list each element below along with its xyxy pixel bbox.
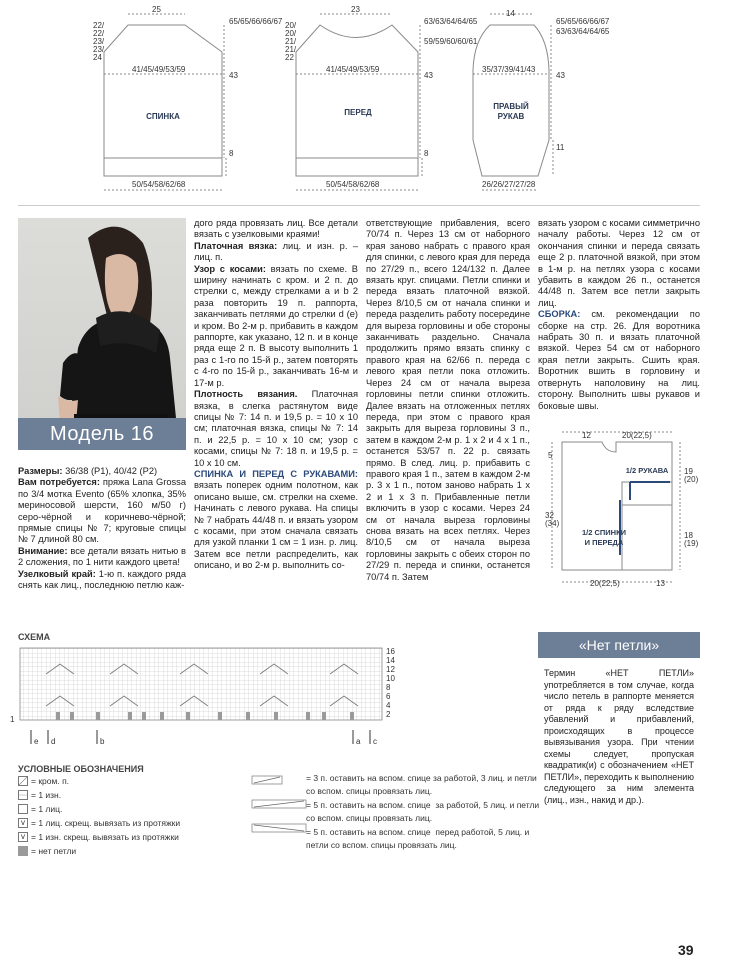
assembly-text: см. рекомендации по сборке на стр. 26. Для воротника набрать 30 п. и вязать платочной вязкой. Через 54 см от наборного края петли закрыть. Сшить края. Воротник вшить в горловину и отвернуть наполовину на лиц. сторону. Выполнить швы рукавов и боковые швы.	[538, 309, 700, 411]
back-shoulder-left: 22/ 22/ 23/ 23/ 24	[93, 21, 105, 62]
body-section-label: СПИНКА И ПЕРЕД С РУКАВАМИ:	[194, 468, 358, 479]
model-photo	[18, 218, 186, 450]
arrow-a-label: a	[356, 737, 361, 746]
sleeve-height: 43	[556, 71, 565, 80]
model-illustration	[18, 218, 186, 450]
cable-text: вязать по схеме. В ширину начинать с кром. и 2 п. до стрелки c, между стрелками a и b 2 раза повторить 19 п. раппорта, заканчивать петлями до стрелки d (e) и кром. Во 2-м р. прибавить в каждом раппорте, как указано, 12 п. и в конце ряда еще 2 п. В высоту выполнить 1 раз с 1-го по 15-й р., затем повторять с 4-го по 15-й р., заканчивать 16-м и 17-м р.	[194, 263, 358, 388]
back-rib-height: 8	[229, 149, 234, 158]
layout-right-bottom: 18 (19)	[684, 531, 699, 548]
edge-text: 1-ю п. каждого ряда снять как лиц., последнюю петлю каж-	[18, 568, 186, 591]
text-column-1	[18, 466, 186, 591]
layout-right-top: 19 (20)	[684, 467, 699, 484]
model-caption: Модель 16	[18, 418, 186, 450]
assembly-layout-diagram	[540, 420, 700, 590]
density-text: Платочная вязка, в слегка растянутом виде спицы № 7: 14 п. и 19,5 р. = 10 х 10 см; платочная вязка, спицы № 7: 14 п. и 22,5 р. = 10 х 10 см; узор с косами, спицы № 7: 18 п. и 19,5 р. = 10 х 10 см.	[194, 389, 358, 468]
sleeve-top-width: 14	[506, 9, 515, 18]
twisted-purl-symbol: v	[18, 832, 28, 842]
front-top-width: 23	[351, 5, 360, 14]
cable-label: Узор с косами:	[194, 263, 266, 274]
body-section-text: вязать поперек одним полотном, как описано выше, см. стрелки на схеме. Начинать с левого рукава. На спицы № 7 набрать 44/48 п. и вязать узором с косами, при этом сначала связать для узкой планки 1 см = 1 изн. р. лиц. Затем все петли распределить, как описано, и во 2-м р. выполнить со-	[194, 480, 358, 571]
front-piece-name: ПЕРЕД	[344, 108, 372, 117]
arrow-e-label: e	[34, 737, 39, 746]
sleeve-shoulder-right-2: 63/63/64/64/65	[556, 27, 610, 36]
col2-intro: дого ряда провязать лиц. Все детали вязать с узелковыми краями!	[194, 218, 358, 240]
arrow-b-label: b	[100, 737, 105, 746]
layout-top-right: 20(22,5)	[622, 431, 652, 440]
schema-row-14: 14	[386, 656, 395, 665]
legend-twisted-knit	[18, 818, 180, 828]
materials-text: пряжа Lana Grossa по 3/4 мотка Evento (65% хлопка, 35% мериносовой шерсти, 160 м/50 г) серо-чёрной и коричнево-чёрной; прямые спицы № 7; круговые спицы № 7 длиной 80 см.	[18, 477, 187, 545]
back-bottom-width: 50/54/58/62/68	[132, 180, 186, 189]
schema-row-16: 16	[386, 647, 395, 656]
front-shoulder-right-2: 59/59/60/60/61	[424, 37, 478, 46]
col4-text: вязать узором с косами симметрично началу работы. Через 12 см от окончания спинки и переда связать еще 2 р. платочной вязкой, при этом в 1-м р. на петлях узора с косами убавить в каждом 26 п., останется 44/48 п. Затем все петли закрыть лиц.	[538, 218, 700, 308]
legend-purl	[18, 790, 61, 800]
sizes-label: Размеры:	[18, 466, 63, 476]
edge-label: Узелковый край:	[18, 568, 96, 579]
no-stitch-symbol	[18, 846, 28, 856]
schema-row-6: 6	[386, 692, 391, 701]
layout-sleeve-label: 1/2 РУКАВА	[625, 466, 669, 475]
schema-row-12: 12	[386, 665, 395, 674]
cable-symbols	[250, 772, 310, 842]
layout-body-label: 1/2 СПИНКИ И ПЕРЕДА	[581, 528, 627, 547]
arrow-c-label: c	[373, 737, 377, 746]
front-rib-height: 8	[424, 149, 429, 158]
legend-text-no-stitch: = нет петли	[31, 846, 77, 856]
attention-text: все детали вязать нитью в 2 сложения, по 1 нити каждого цвета!	[18, 545, 186, 568]
legend-knit	[18, 804, 62, 814]
back-piece-name: СПИНКА	[146, 112, 180, 121]
front-height: 43	[424, 71, 433, 80]
sleeve-shoulder-right-1: 65/65/66/66/67	[556, 17, 610, 26]
garter-label: Платочная вязка:	[194, 240, 278, 251]
col3-text: ответствующие прибавления, всего 70/74 п. Через 13 см от наборного края заново набрать с правого края для спинки, с левого края для переда по 27/29 п., всего 124/132 п. Далее вязать круг. спицами. Петли спинки и переда вязать платочной вязкой. Через 8/10,5 см от начала спинки и переда разделить работу посередине для выреза горловины и обе стороны заканчивать раздельно. Сначала продолжить прямо вязать спинку с правого края на 62/66 п. переда с левого края петли пока отложить. Через 24 см от начала выреза горловины петли спинки отложить. Далее вязать на отложенных петлях переда, при этом с правого края закрыть для выреза горловины 3 п., затем в каждом 2-м р. 1 х 2 и 4 х 1 п., останется 53/57 п. 22 р. связать прямо. В след. лиц. р. прибавить с правого края 1 п., затем в каждом 2-м р. 3 х 1 п., потом заново набрать 1 х 2 и 1 х 3 п. Прибавленные петли включить в узор с косами. Через 24 см от начала выреза горловины снова вязать на всех петлях. Через 8/10,5 см от начала выреза горловины закрыть с обеих сторон по 27/29 п. переда и спинки, останется 70/74 п. Затем	[366, 218, 530, 582]
twisted-knit-symbol: v	[18, 818, 28, 828]
legend-text-twisted-knit: = 1 лиц. скрещ. вывязать из протяжки	[31, 818, 181, 828]
attention-label: Внимание:	[18, 545, 68, 556]
purl-symbol	[18, 790, 28, 800]
knitting-chart	[10, 644, 390, 749]
sleeve-mid-width: 35/37/39/41/43	[482, 65, 536, 74]
garter-text: лиц. и изн. р. – лиц. п.	[194, 240, 358, 263]
front-shoulder-right-1: 63/63/64/64/65	[424, 17, 478, 26]
schema-row-8: 8	[386, 683, 391, 692]
legend-text-purl: = 1 изн.	[31, 790, 62, 800]
density-label: Плотность вязания.	[194, 389, 298, 400]
front-bottom-width: 50/54/58/62/68	[326, 180, 380, 189]
sizes-text: 36/38 (P1), 40/42 (P2)	[62, 466, 158, 476]
sidebar-title: «Нет петли»	[538, 632, 700, 658]
cable-5-back-text: = 5 п. оставить на вспом. спице за работой, 5 лиц. и петли со вспом. спицы провязать лиц.	[306, 800, 540, 823]
legend-title: УСЛОВНЫЕ ОБОЗНАЧЕНИЯ	[18, 764, 144, 774]
layout-bottom-left: 20(22,5)	[590, 579, 620, 588]
section-divider	[18, 205, 700, 206]
sleeve-piece-name: ПРАВЫЙ РУКАВ	[493, 102, 529, 121]
back-shoulder-right: 65/65/66/66/67	[229, 17, 283, 26]
text-column-2	[194, 218, 358, 572]
sidebar-text: Термин «НЕТ ПЕТЛИ» употребляется в том случае, когда число петель в раппорте меняется от ряда к ряду вследствие убавлений и прибавлений, происходящих в процессе вывязывания узора. При чтении схемы следует, пропуская квадратик(и) с обозначением «НЕТ ПЕТЛИ», переходить к выполнению следующего за ним элемента (лиц., изн., накид и др.).	[544, 668, 694, 805]
legend-twisted-purl	[18, 832, 179, 842]
materials-label: Вам потребуется:	[18, 477, 100, 488]
layout-left-height: 32 (34)	[545, 511, 560, 528]
text-column-3	[366, 218, 530, 583]
front-mid-width: 41/45/49/53/59	[326, 65, 380, 74]
schema-title: СХЕМА	[18, 632, 51, 642]
back-schematic	[104, 14, 226, 190]
schema-row-1: 1	[10, 715, 15, 724]
schema-row-4: 4	[386, 701, 391, 710]
edge-stitch-symbol	[18, 776, 28, 786]
layout-left-top: 5	[548, 451, 553, 460]
pattern-schematics	[0, 0, 750, 205]
back-mid-width: 41/45/49/53/59	[132, 65, 186, 74]
sleeve-bottom-width: 26/26/27/27/28	[482, 180, 536, 189]
back-top-width: 25	[152, 5, 161, 14]
no-stitch-sidebar	[538, 632, 700, 806]
legend-no-stitch	[18, 846, 76, 856]
layout-top-left: 12	[582, 431, 591, 440]
schema-row-10: 10	[386, 674, 395, 683]
front-schematic	[296, 14, 422, 190]
front-shoulder-left: 20/ 20/ 21/ 21/ 22	[285, 21, 297, 62]
back-height: 43	[229, 71, 238, 80]
schema-row-2: 2	[386, 710, 391, 719]
legend-edge-stitch	[18, 776, 69, 786]
assembly-label: СБОРКА:	[538, 309, 581, 320]
cable-5-front-text: = 5 п. оставить на вспом. спице перед работой, 5 лиц. и петли со вспом. спицы провязать лиц.	[306, 827, 530, 850]
sleeve-rib-height: 11	[556, 143, 565, 152]
legend-text-knit: = 1 лиц.	[31, 804, 63, 814]
layout-bottom-right: 13	[656, 579, 665, 588]
legend-text-edge: = кром. п.	[31, 776, 70, 786]
arrow-d-label: d	[51, 737, 56, 746]
cable-3-text: = 3 п. оставить на вспом. спице за работой, 3 лиц. и петли со вспом. спицы провязать лиц.	[306, 773, 537, 796]
legend-text-twisted-purl: = 1 изн. скрещ. вывязать из протяжки	[31, 832, 179, 842]
text-column-4	[538, 218, 700, 412]
knit-symbol	[18, 804, 28, 814]
page-number: 39	[678, 942, 694, 958]
